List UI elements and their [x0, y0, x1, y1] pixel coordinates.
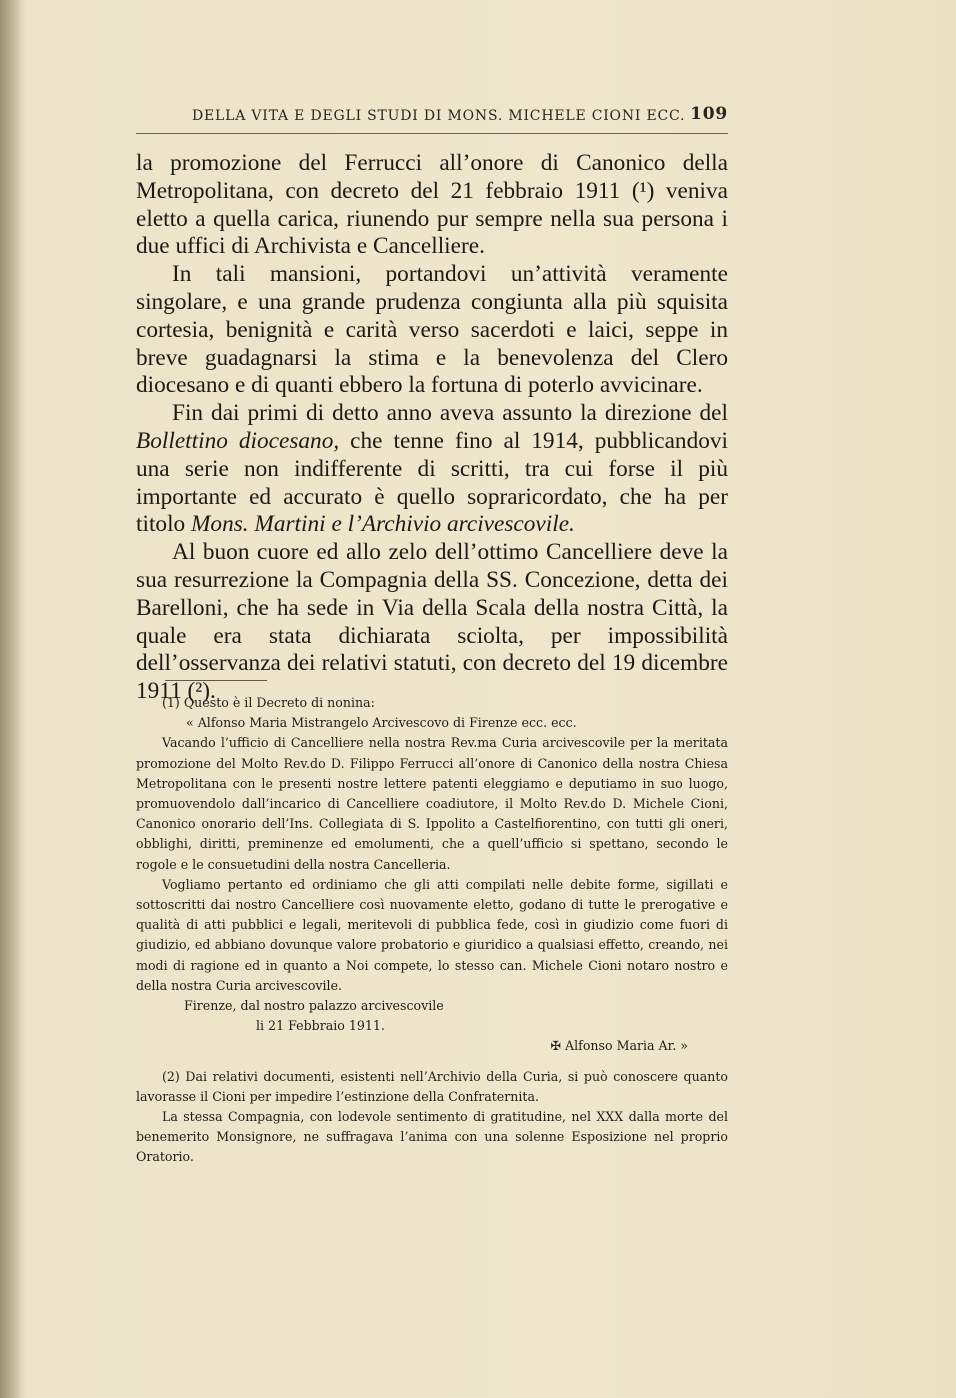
title-bollettino: Bollettino diocesano, — [136, 427, 340, 454]
footnote-2-text-1: (2) Dai relativi documenti, esistenti nell’Archivio della Curia, si può conoscere quanto lavorasse il Cioni per impedire l’estinzione della Confraternita. — [136, 1068, 728, 1104]
header-rule — [136, 133, 728, 134]
paragraph-3-text-b: che tenne fino al 1914, pubblicandovi una serie non indifferente di scritti, tra cui forse il più importante ed accurato è quello sopraricordato, che ha per titolo — [136, 427, 728, 538]
footnotes — [136, 693, 728, 1168]
main-text — [136, 150, 728, 706]
footnote-1-place: Firenze, dal nostro palazzo arcivescovile — [184, 998, 444, 1014]
paragraph-3 — [136, 400, 728, 539]
footnote-1-text-2: Vogliamo pertanto ed ordiniamo che gli atti compilati nelle debite forme, sigillati e sottoscritti dai nostro Cancelliere così nuovamente eletto, godano di tutte le prerogative e qualità di atti pubblici e legali, meritevoli di pubblica fede, così in giudizio come fuori di giudizio, ed abbiano dovunque valore probatorio e giuridico a qualsiasi effetto, creando, nei modi di ragione ed in quanto a Noi compete, lo stesso can. Michele Cioni notaro nostro e della nostra Curia arcivescovile. — [136, 876, 728, 993]
footnote-1-text-1: Vacando l’ufficio di Cancelliere nella nostra Rev.ma Curia arcivescovile per la meritata promozione del Molto Rev.do D. Filippo Ferrucci all’onore di Canonico della nostra Chiesa Metropolitana con le presenti nostre lettere patenti eleggiamo e deputiamo in suo luogo, promuovendolo dall’incarico di Cancelliere coadiutore, il Molto Rev.do D. Michele Cioni, Canonico onorario dell’Ins. Collegiata di S. Ippolito a Castelfiorentino, con tutti gli oneri, obblighi, diritti, preminenze ed emolumenti, che a quell’ufficio si spettano, secondo le rogole e le consuetudini della nostra Cancelleria. — [136, 735, 728, 872]
footnote-1-date: li 21 Febbraio 1911. — [256, 1018, 385, 1034]
page-gutter-shadow — [0, 0, 22, 1398]
running-header — [192, 104, 732, 128]
footnote-1-signature: ✠ Alfonso Maria Ar. » — [550, 1038, 688, 1054]
footnote-1-salutation: « Alfonso Maria Mistrangelo Arcivescovo di Firenze ecc. ecc. — [186, 715, 577, 731]
paragraph-4: Al buon cuore ed allo zelo dell’ottimo Cancelliere deve la sua resurrezione la Compagnia della SS. Concezione, detta dei Barelloni, che ha sede in Via della Scala della nostra Città, la quale era stata dichiarata sciolta, per impossibilità dell’osservanza dei relativi statuti, con decreto del 19 dicembre 1911 (²). — [136, 539, 728, 705]
page-number: 109 — [690, 104, 728, 124]
running-title: DELLA VITA E DEGLI STUDI DI MONS. MICHELE CIONI ECC. — [192, 108, 686, 124]
title-mons-martini: Mons. Martini e l’Archivio arcivescovile. — [191, 511, 575, 538]
paragraph-1: la promozione del Ferrucci all’onore di Canonico della Metropolitana, con decreto del 21 febbraio 1911 (¹) veniva eletto a quella carica, riunendo pur sempre nella sua persona i due uffici di Archivista e Cancelliere. — [136, 150, 728, 260]
footnote-gap — [136, 1057, 728, 1067]
footnote-rule — [165, 680, 267, 681]
footnote-1-intro: (1) Questo è il Decreto di nonina: — [162, 695, 375, 710]
footnote-2-text-2: La stessa Compagnia, con lodevole sentimento di gratitudine, nel XXX dalla morte del benemerito Monsignore, ne suffragava l’anima con una solenne Esposizione nel proprio Oratorio. — [136, 1109, 728, 1165]
paragraph-3-text-a: Fin dai primi di detto anno aveva assunto la direzione del — [172, 400, 728, 427]
paragraph-2: In tali mansioni, portandovi un’attività veramente singolare, e una grande prudenza congiunta alla più squisita cortesia, benignità e carità verso sacerdoti e laici, seppe in breve guadagnarsi la stima e la benevolenza del Clero diocesano e di quanti ebbero la fortuna di poterlo avvicinare. — [136, 261, 728, 399]
